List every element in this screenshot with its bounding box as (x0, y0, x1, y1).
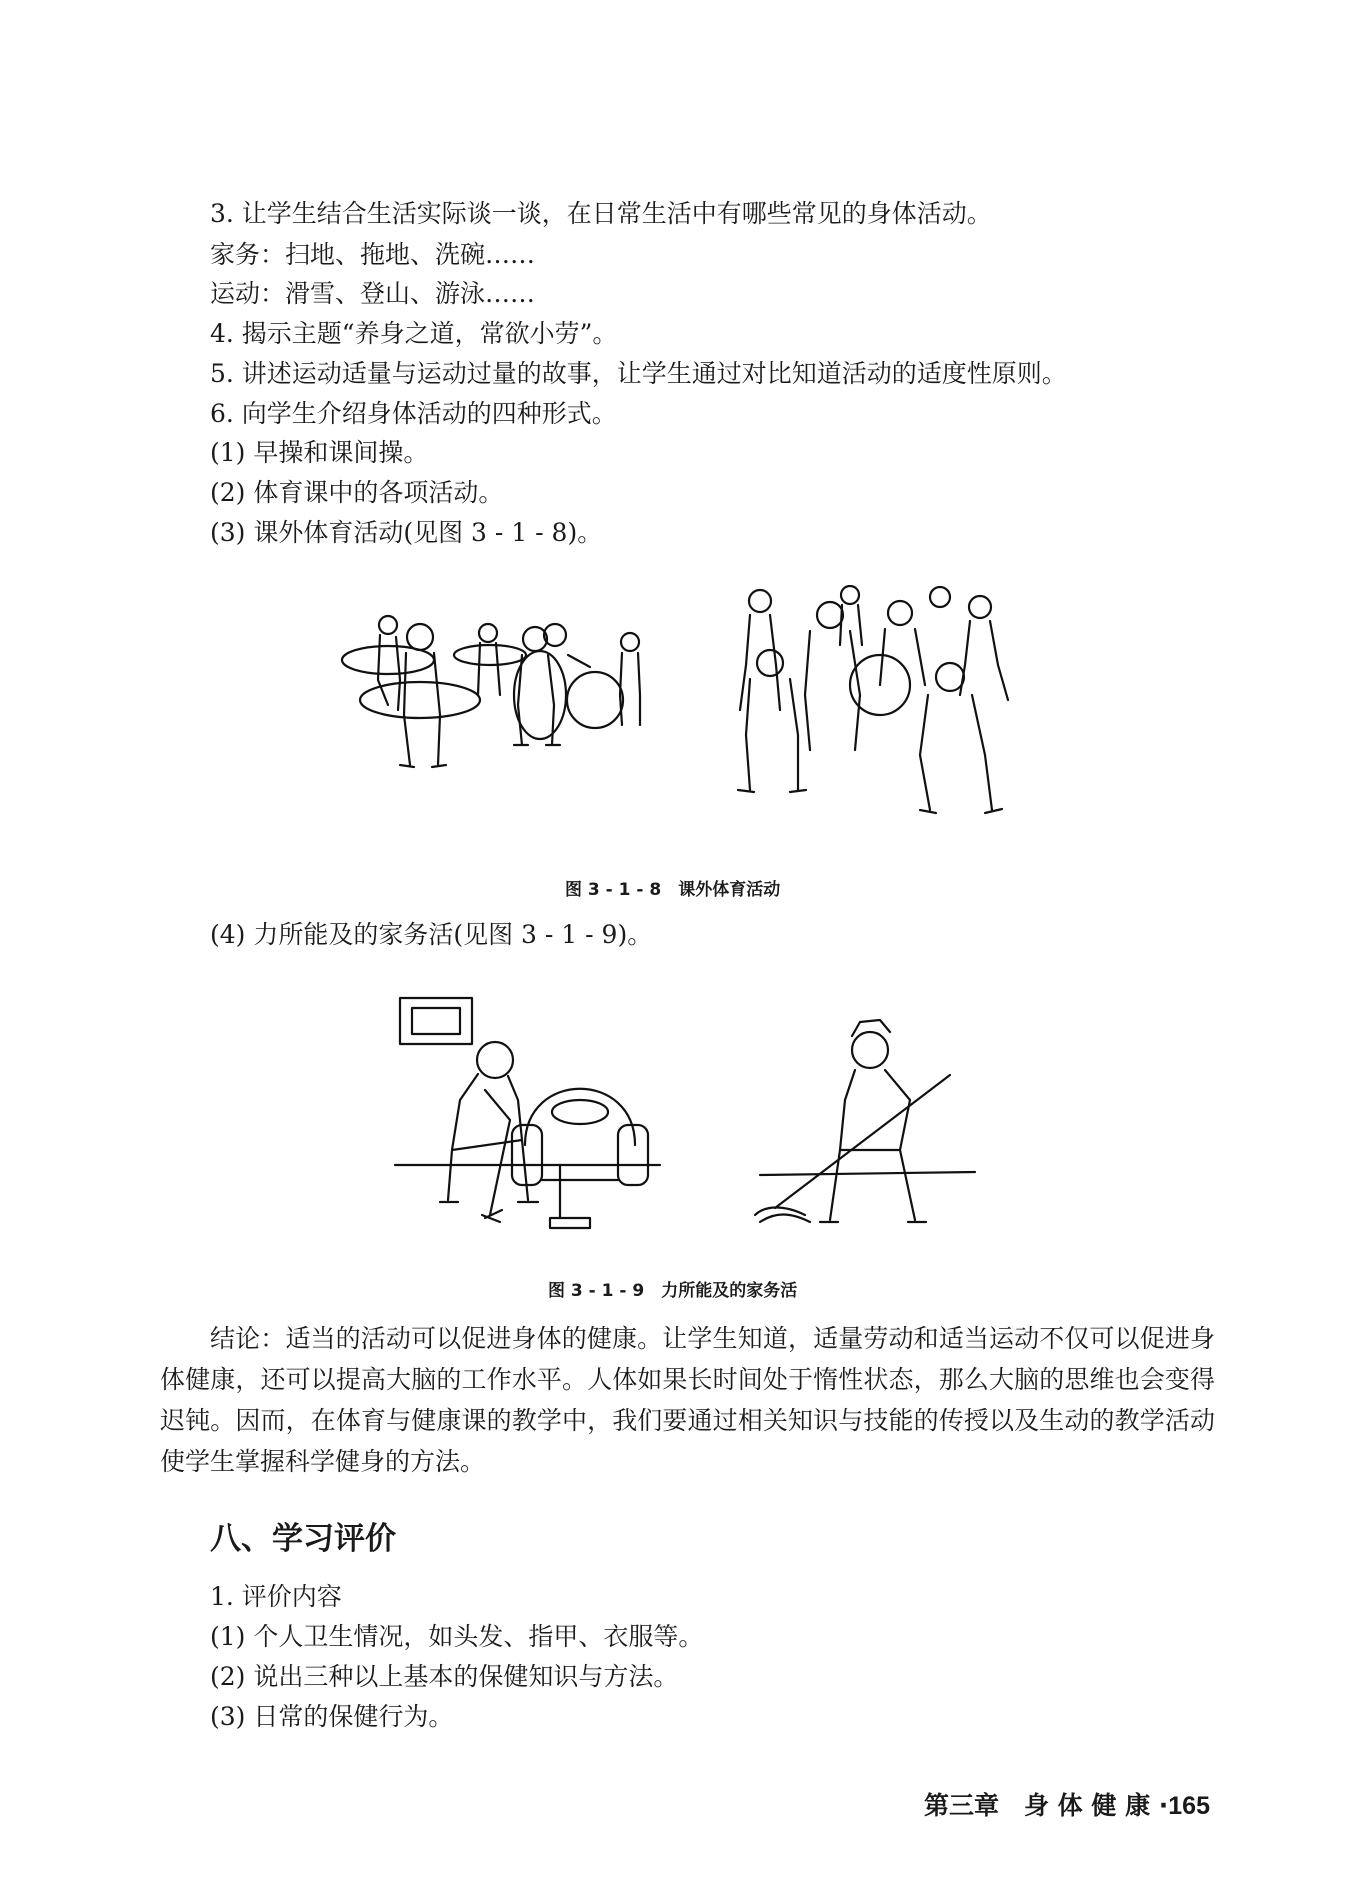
chapter-title: 第三章 身 体 健 康 · (923, 1791, 1169, 1820)
conclusion-paragraph: 结论：适当的活动可以促进身体的健康。让学生知道，适量劳动和适当运动不仅可以促进身体健康，还可以提高大脑的工作水平。人体如果长时间处于惰性状态，那么大脑的思维也会变得迟钝。因而，在体育与健康课的教学中，我们要通过相关知识与技能的传授以及生动的教学活动使学生掌握科学健身的方法。 (160, 1324, 1215, 1476)
text-line: (2) 体育课中的各项活动。 (210, 478, 504, 507)
figure-caption: 图 3 - 1 - 9 力所能及的家务活 (548, 1281, 798, 1301)
text-line: (3) 课外体育活动(见图 3 - 1 - 8)。 (210, 518, 603, 547)
figure-household-chores (390, 990, 980, 1240)
text-line: (1) 早操和课间操。 (210, 438, 429, 467)
figure-caption: 图 3 - 1 - 8 课外体育活动 (565, 880, 781, 900)
text-line: 4. 揭示主题“养身之道，常欲小劳”。 (210, 319, 618, 348)
page-footer (924, 1786, 1210, 1822)
section-heading: 八、学习评价 (210, 1521, 396, 1557)
text-line: 3. 让学生结合生活实际谈一谈，在日常生活中有哪些常见的身体活动。 (210, 199, 992, 228)
page-number: 165 (1168, 1792, 1210, 1820)
text-line: 运动：滑雪、登山、游泳…… (210, 279, 536, 308)
text-line: (1) 个人卫生情况，如头发、指甲、衣服等。 (210, 1622, 704, 1651)
text-line: 家务：扫地、拖地、洗碗…… (210, 240, 536, 269)
text-line: 5. 讲述运动适量与运动过量的故事，让学生通过对比知道活动的适度性原则。 (210, 359, 1067, 388)
text-line: 6. 向学生介绍身体活动的四种形式。 (210, 399, 617, 428)
text-line: (4) 力所能及的家务活(见图 3 - 1 - 9)。 (210, 920, 653, 949)
text-line: (3) 日常的保健行为。 (210, 1702, 454, 1731)
text-line: 1. 评价内容 (210, 1582, 342, 1611)
figure-extracurricular-activities (340, 585, 1040, 850)
text-line: (2) 说出三种以上基本的保健知识与方法。 (210, 1662, 679, 1691)
